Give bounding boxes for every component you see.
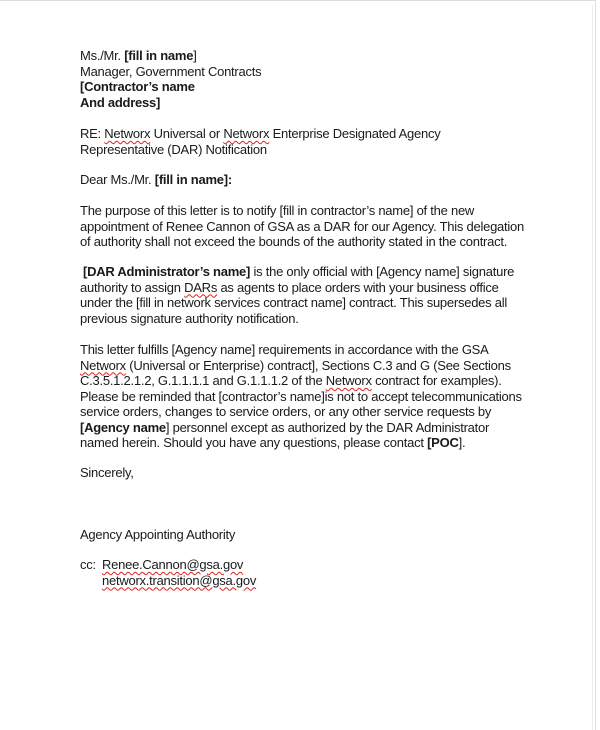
closing xyxy=(80,465,134,481)
re-label: RE: xyxy=(80,126,105,141)
text-line: under the [fill in network services contract name] contract. This supersedes all xyxy=(80,295,508,310)
text-line: authority to assign xyxy=(80,279,185,295)
text-line: contract for examples). xyxy=(371,373,502,388)
closing-text: Sincerely, xyxy=(80,465,134,480)
paragraph-2 xyxy=(80,264,515,326)
agency-placeholder: [Agency name xyxy=(80,419,166,435)
bracket: ] xyxy=(193,48,197,63)
paragraph-1 xyxy=(80,203,524,250)
misspelled-word: Networx xyxy=(80,357,126,373)
misspelled-word: Networx xyxy=(325,373,372,388)
re-text: Enterprise Designated Agency xyxy=(269,126,441,141)
misspelled-word: Networx xyxy=(223,126,270,141)
address-line: And address] xyxy=(80,94,161,110)
cc-label: cc: xyxy=(80,557,96,572)
re-text: Representative (DAR) Notification xyxy=(80,141,267,157)
text-line: of authority shall not exceed the bounds of the authority stated in the contract. xyxy=(80,234,508,249)
cc-block xyxy=(80,557,256,588)
text-line: Please be reminded that [contractor’s name]is not to accept telecommunications xyxy=(80,388,522,404)
re-text: Universal or xyxy=(150,126,224,141)
salutation-text: Dear Ms./Mr. xyxy=(80,172,155,187)
misspelled-word: DARs xyxy=(184,279,218,295)
cc-email: Renee.Cannon@gsa.gov xyxy=(102,557,244,572)
text-line: as agents to place orders with your business office xyxy=(217,279,499,295)
poc-placeholder: [POC xyxy=(427,435,459,450)
text-line: is the only official with [Agency name] signature xyxy=(250,264,515,279)
text-line: service orders, changes to service orders, or any other service requests by xyxy=(80,404,492,419)
cc-email: networx.transition@gsa.gov xyxy=(102,572,257,588)
text-line: This letter fulfills [Agency name] requirements in accordance with the GSA xyxy=(80,342,489,357)
misspelled-word: Networx xyxy=(104,126,151,141)
recipient-address xyxy=(80,48,261,110)
address-line: Ms./Mr. xyxy=(80,48,125,63)
text-line: (Universal or Enterprise) contract], Sections C.3 and G (See Sections xyxy=(125,357,511,373)
text-line: appointment of Renee Cannon of GSA as a DAR for our Agency. This delegation xyxy=(80,218,525,234)
text-line: ]. xyxy=(458,435,466,450)
subject-line xyxy=(80,126,441,157)
signature-block xyxy=(80,527,235,543)
text-line: C.3.5.1.2.1.2, G.1.1.1.1 and G.1.1.1.2 of the xyxy=(80,373,326,388)
text-line: ] personnel except as authorized by the DAR Administrator xyxy=(165,419,490,435)
name-placeholder: [fill in name]: xyxy=(154,172,232,187)
text-line: previous signature authority notification. xyxy=(80,310,299,326)
dar-admin-placeholder: [DAR Administrator’s name] xyxy=(83,264,251,279)
page-edge xyxy=(592,5,593,730)
address-line: [Contractor’s name xyxy=(80,79,195,94)
name-placeholder: [fill in name xyxy=(124,48,194,63)
text-line: The purpose of this letter is to notify [fill in contractor’s name] of the new xyxy=(80,203,475,218)
signature-title: Agency Appointing Authority xyxy=(80,527,236,542)
text-line: named herein. Should you have any questions, please contact xyxy=(80,435,428,450)
salutation xyxy=(80,172,232,188)
address-line: Manager, Government Contracts xyxy=(80,63,262,79)
paragraph-3 xyxy=(80,342,522,451)
